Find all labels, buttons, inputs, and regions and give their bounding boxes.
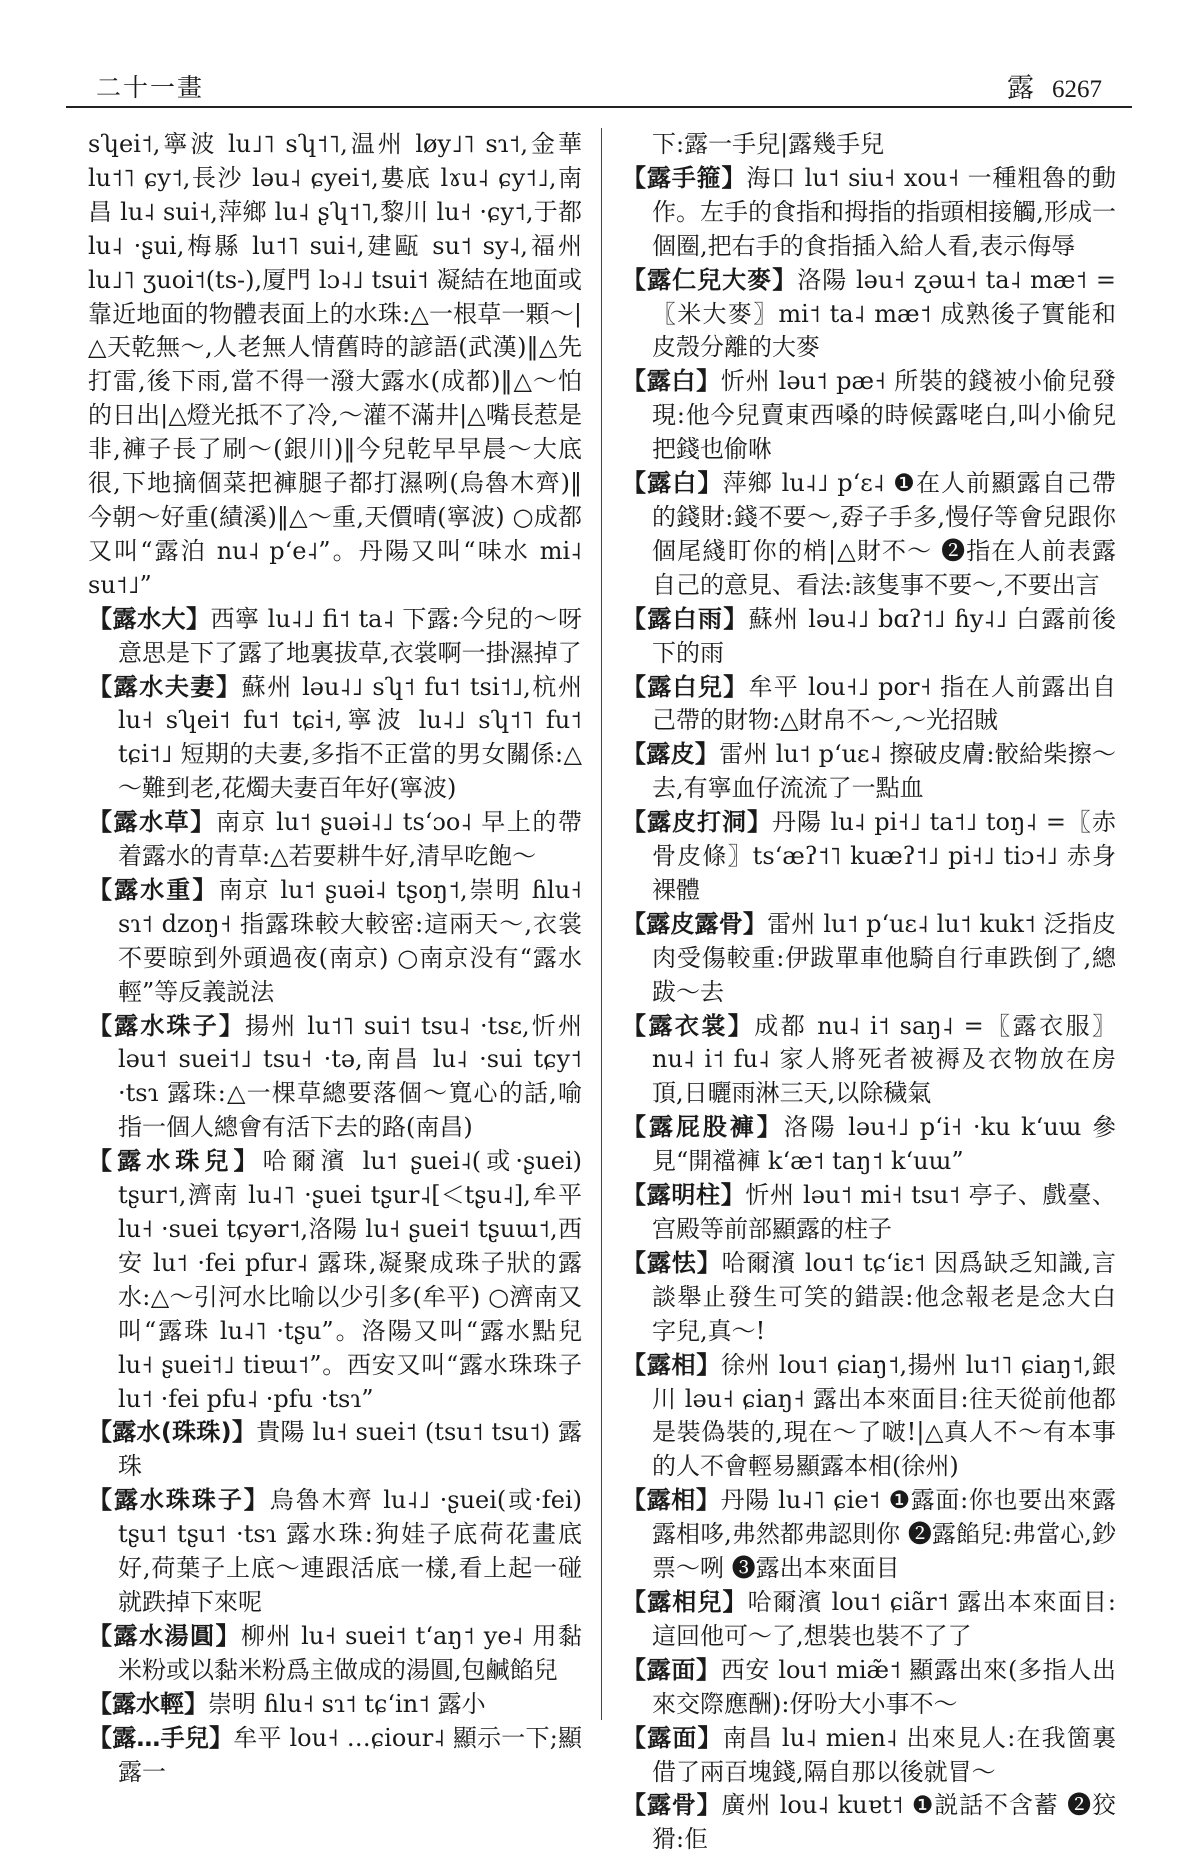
entry-headword: 【露水珠兒】 <box>88 1147 263 1176</box>
entry-text: 蘇州 ləu˨˩ bɑʔ˦˩ ɦy˨˩ 白露前後下的雨 <box>652 604 1117 667</box>
dictionary-entry <box>88 1145 582 1416</box>
entry-text: 洛陽 ləu˧˩ pʻi˧ ·ku kʻuɯ 參見“開襠褲 kʻæ˦ taŋ˦ kʻuɯ” <box>652 1113 1117 1176</box>
entry-headword: 【露相】 <box>622 1350 722 1379</box>
column-divider <box>601 128 602 1720</box>
dictionary-entry <box>88 1010 582 1146</box>
dictionary-entry <box>622 1111 1116 1179</box>
entry-headword: 【露怯】 <box>622 1248 722 1277</box>
dictionary-entry <box>622 1484 1116 1586</box>
dictionary-entry <box>88 1484 582 1620</box>
entry-text: 忻州 ləu˦ pæ˧ 所裝的錢被小偷兒發現:他今兒賣東西嗓的時候露咾白,叫小偷兒把錢也偷咻 <box>652 367 1116 464</box>
entry-text: 成都 nu˨ i˦ saŋ˨ =〖露衣服〗nu˨ i˦ fu˨ 家人將死者被褥及衣物放在房頂,日曬雨淋三天,以除穢氣 <box>652 1011 1116 1108</box>
entry-text: 西安 lou˦ miæ̃˦ 顯露出來(多指人出來交際應酬):伢吩大小事不～ <box>652 1655 1117 1718</box>
entry-headword: 【露白兒】 <box>622 672 749 701</box>
entry-text: 西寧 lu˨˩ fi˦ ta˨ 下露:今兒的～呀意思是下了露了地裏拔草,衣裳啊一掛濕掉了 <box>118 604 583 667</box>
entry-headword: 【露骨】 <box>622 1791 722 1820</box>
entry-text: 下:露一手兒|露幾手兒 <box>652 130 885 158</box>
headword-char: 露 <box>1007 73 1034 104</box>
entry-headword: 【露白】 <box>622 469 723 498</box>
entry-headword: 【露水湯圓】 <box>88 1621 241 1650</box>
dictionary-entry <box>88 128 582 603</box>
entry-headword: 【露仁兒大麥】 <box>622 265 798 294</box>
entry-headword: 【露面】 <box>622 1655 721 1684</box>
entry-text: 海口 lu˦ siu˧ xou˧ 一種粗魯的動作。左手的食指和拇指的指頭相接觸,形成一個圈,把右手的食指插入給人看,表示侮辱 <box>652 163 1117 260</box>
entry-text: 蘇州 ləu˨˩ sʮ˦ fu˦ tsi˦˩,杭州 lu˧ sʮei˦ fu˦ tɕi˧,寧波 lu˨˩ sʮ˦˥ fu˦ tɕi˦˩ 短期的夫妻,多指不正當的男女關係:△～難到老,花燭夫妻百年好(寧波) <box>118 672 583 803</box>
dictionary-entry <box>622 671 1116 739</box>
entry-text: 揚州 lu˦˥ sui˦ tsu˨ ·tsɛ,忻州 ləu˦ suei˦˩ tsu˧ ·tə,南昌 lu˨ ·sui tɕy˦ ·tsɿ 露珠:△一棵草總要落個～寬心的話,喻指一個人總會有活下去的路(南昌) <box>118 1011 583 1142</box>
entry-headword: 【露…手兒】 <box>88 1723 234 1752</box>
dictionary-entry <box>622 1789 1116 1857</box>
entry-text: 烏魯木齊 lu˨˩ ·ʂuei(或·fei) tʂu˦ tʂu˦ ·tsɿ 露水珠:狗娃子底荷花畫底好,荷葉子上底～連跟活底一樣,看上起一碰就跌掉下來呢 <box>118 1486 582 1616</box>
dictionary-entry <box>88 1416 582 1484</box>
entry-headword: 【露水夫妻】 <box>88 672 242 701</box>
dictionary-entry <box>622 264 1116 366</box>
dictionary-entry <box>622 1010 1116 1112</box>
entry-text: 柳州 lu˧ suei˦ tʻaŋ˦ ye˨ 用黏米粉或以黏米粉爲主做成的湯圓,包鹹餡兒 <box>118 1621 582 1684</box>
entry-headword: 【露面】 <box>622 1723 723 1752</box>
dictionary-entry <box>622 1586 1116 1654</box>
entry-headword: 【露相兒】 <box>622 1587 748 1616</box>
entry-text: 貴陽 lu˧ suei˦ (tsu˦ tsu˦) 露珠 <box>118 1418 582 1481</box>
entry-text: 徐州 lou˦ ɕiaŋ˦,揚州 lu˦˥ ɕiaŋ˦,銀川 ləu˧ ɕiaŋ˧ 露出本來面目:往天從前他都是裝偽裝的,現在～了啵!|△真人不～有本事的人不會輕易顯露本相(徐州) <box>652 1350 1117 1481</box>
page-number: 6267 <box>1052 76 1102 103</box>
entry-text: 忻州 ləu˦ mi˧ tsu˦ 亭子、戲臺、宫殿等前部顯露的柱子 <box>652 1181 1116 1243</box>
entry-headword: 【露水重】 <box>88 875 219 904</box>
entry-headword: 【露水輕】 <box>88 1689 208 1718</box>
dictionary-entry <box>622 603 1116 671</box>
entry-text: 崇明 ɦlu˧ sɿ˦ tɕʻin˦ 露小 <box>208 1689 486 1718</box>
dictionary-entry <box>622 738 1116 806</box>
dictionary-entry <box>88 874 582 1010</box>
entry-text: 南京 lu˦ ʂuəi˨˩ tsʻɔo˨ 早上的帶着露水的青草:△若要耕牛好,清早吃飽～ <box>118 808 582 871</box>
dictionary-entry <box>622 1349 1116 1485</box>
entry-headword: 【露水草】 <box>88 808 216 837</box>
dictionary-entry <box>622 365 1116 467</box>
entry-headword: 【露皮露骨】 <box>622 909 768 938</box>
entry-headword: 【露手箍】 <box>622 163 747 192</box>
entry-headword: 【露相】 <box>622 1486 721 1515</box>
dictionary-entry <box>88 806 582 874</box>
dictionary-entry <box>622 1247 1116 1349</box>
dictionary-entry <box>622 162 1116 264</box>
entry-headword: 【露白】 <box>622 367 721 396</box>
entry-text: 牟平 lou˧ …ɕiour˨ 顯示一下;顯露一 <box>118 1723 582 1786</box>
entry-text: 哈爾濱 lu˦ ʂuei˨(或·ʂuei) tʂur˦,濟南 lu˨˥ ·ʂuei tʂur˨[＜tʂu˨],牟平 lu˧ ·suei tɕyər˦,洛陽 lu˧ ʂuei˦ tʂuɯ˦,西安 lu˦ ·fei pfur˨ 露珠,凝聚成珠子狀的露水:△～引河水比喻以少引多(牟平) ○濟南又叫“露珠 lu˨˥ ·tʂu”。洛陽又叫“露水點兒 lu˧ ʂuei˦˩ tiɐɯ˦”。西安又叫“露水珠珠子 lu˦ ·fei pfu˨ ·pfu ·tsɿ” <box>118 1147 582 1413</box>
entry-headword: 【露白雨】 <box>622 604 749 633</box>
dictionary-entry <box>622 1654 1116 1722</box>
dictionary-entry <box>88 603 582 671</box>
right-column <box>622 128 1117 1854</box>
entry-headword: 【露屁股褲】 <box>622 1113 784 1142</box>
entry-headword: 【露水(珠珠)】 <box>88 1418 257 1447</box>
entry-text: 雷州 lu˦ pʻuɛ˨ lu˦ kuk˦ 泛指皮肉受傷較重:伊跋單車他騎自行車跌倒了,總跋～去 <box>652 909 1116 1006</box>
dictionary-entry <box>622 1179 1116 1247</box>
entry-text: 洛陽 ləu˧ ʐəɯ˧ ta˨ mæ˦ =〖米大麥〗mi˦ ta˨ mæ˦ 成熟後子實能和皮殼分離的大麥 <box>652 265 1116 362</box>
section-label: 二十一畫 <box>96 73 205 102</box>
entry-text: 廣州 lou˨ kuɐt˦ ❶説話不含蓄 ❷狡猾:佢 <box>652 1791 1117 1854</box>
dictionary-entry <box>622 467 1116 603</box>
dictionary-entry <box>88 671 582 807</box>
entry-text: 丹陽 lu˨ pi˧˩ ta˦˩ toŋ˨ =〖赤骨皮條〗tsʻæʔ˦˥ kuæʔ˦˩ pi˧˩ tiɔ˧˩ 赤身裸體 <box>652 808 1117 904</box>
entry-headword: 【露水珠子】 <box>88 1011 246 1040</box>
entry-headword: 【露水大】 <box>88 604 211 633</box>
page-header <box>66 64 1132 108</box>
entry-text: sʮei˦,寧波 lu˩˥ sʮ˦˥,温州 løy˩˥ sɿ˦,金華 lu˦˥ ɕy˦,長沙 ləu˨ ɕyei˦,婁底 lɤu˨ ɕy˦˩,南昌 lu˨ sui˧,萍鄉 lu˨ ʂʮ˦˥,黎川 lu˧ ·ɕy˦,于都 lu˨ ·ʂui,梅縣 lu˦˥ sui˧,建甌 su˦ sy˨,福州 lu˩˥ ʒuoi˦(ts-),厦門 lɔ˨˩ tsui˦ 凝結在地面或靠近地面的物體表面上的水珠:△一根草一顆～|△天乾無～,人老無人情舊時的諺語(武漢)‖△先打雷,後下雨,當不得一潑大露水(成都)‖△～怕的日出|△燈光抵不了冷,～灌不滿井|△嘴長惹是非,褲子長了刷～(銀川)‖今兒乾早早晨～大底很,下地摘個菜把褲腿子都打濕咧(烏魯木齊)‖今朝～好重(績溪)‖△～重,天價晴(寧波) ○成都又叫“露泊 nu˨ pʻe˨”。丹陽又叫“味水 mi˨ su˦˩” <box>88 130 582 599</box>
dictionary-entry <box>622 806 1116 908</box>
entry-text: 南京 lu˦ ʂuəi˨ tʂoŋ˦,崇明 ɦlu˧ sɿ˦ dzoŋ˧ 指露珠較大較密:這兩天～,衣裳不要晾到外頭過夜(南京) ○南京没有“露水輕”等反義説法 <box>118 875 582 1006</box>
entry-text: 哈爾濱 lou˦ tɕʻiɛ˦ 因爲缺乏知識,言談舉止發生可笑的錯誤:他念報老是念大白字兒,真～! <box>652 1248 1116 1345</box>
dictionary-entry <box>88 1722 582 1790</box>
entry-text: 牟平 lou˧˩ por˧ 指在人前露出自己帶的財物:△財帛不～,～光招賊 <box>652 672 1117 735</box>
dictionary-entry <box>88 1688 582 1722</box>
entry-text: 哈爾濱 lou˦ ɕiãr˦ 露出本來面目:這回他可～了,想裝也裝不了了 <box>652 1587 1117 1650</box>
dictionary-entry <box>622 128 1116 162</box>
dictionary-entry <box>88 1620 582 1688</box>
entry-text: 萍鄉 lu˨˩ pʻɛ˨ ❶在人前顯露自己帶的錢財:錢不要～,孬子手多,慢仔等會兒跟你個尾綫盯你的梢|△財不～ ❷指在人前表露自己的意見、看法:該隻事不要～,不要出言 <box>652 469 1117 599</box>
entry-text: 丹陽 lu˨˥ ɕie˦ ❶露面:你也要出來露露相哆,弗然都弗認則你 ❷露餡兒:弗當心,鈔票～咧 ❸露出本來面目 <box>652 1486 1117 1583</box>
page-heading <box>1007 66 1102 105</box>
entry-headword: 【露明柱】 <box>622 1181 746 1210</box>
entry-headword: 【露皮】 <box>622 740 720 769</box>
dictionary-entry <box>622 1722 1116 1790</box>
dictionary-entry <box>622 908 1116 1010</box>
entry-headword: 【露皮打洞】 <box>622 808 773 837</box>
entry-headword: 【露水珠珠子】 <box>88 1486 270 1515</box>
entry-text: 雷州 lu˦ pʻuɛ˨ 擦破皮膚:骹給柴擦～去,有寧血仔流流了一點血 <box>652 740 1116 803</box>
left-column <box>88 128 583 1786</box>
entry-headword: 【露衣裳】 <box>622 1011 755 1040</box>
entry-text: 南昌 lu˨ mien˨ 出來見人:在我箇裏借了兩百塊錢,隔自那以後就冒～ <box>652 1723 1117 1786</box>
